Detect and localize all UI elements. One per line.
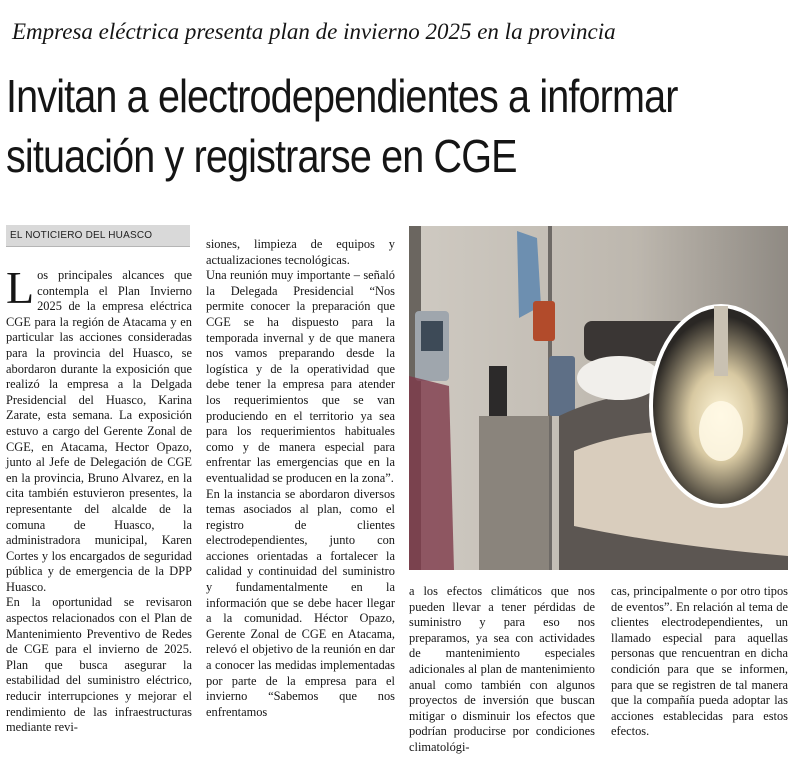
source-label: EL NOTICIERO DEL HUASCO xyxy=(6,225,190,247)
bottle-icon xyxy=(489,366,507,416)
monitor-screen xyxy=(421,321,443,351)
drop-cap: L xyxy=(6,262,35,313)
hospital-room-illustration xyxy=(409,226,788,570)
pump-icon xyxy=(549,356,575,416)
paragraph: siones, limpieza de equipos y actualizaciones tecnológicas. xyxy=(206,237,395,267)
light-bulb-icon xyxy=(699,401,743,461)
headline-line-2: situación y registrarse en CGE xyxy=(6,130,517,182)
article-headline xyxy=(6,66,797,186)
chair xyxy=(409,376,454,570)
paragraph: cas, principalmente o por otro tipos de eventos”. En relación al tema de clientes electrodependientes, un llamado especial para aquellas personas que rencuentran en dicha condición para que se informen, para que se registren de tal manera que la compañía pueda adoptar las acciones establecidas para estos efectos. xyxy=(611,584,788,739)
pillow xyxy=(577,356,661,400)
bulb-socket xyxy=(714,306,728,376)
paragraph: En la instancia se abordaron diversos temas asociados al plan, como el registro de clientes electrodependientes, junto con acciones orientadas a fortalecer la calidad y continuidad del suministro y fundamentalmente en la información que se debe hacer llegar a la comunidad. Héctor Opazo, Gerente Zonal de CGE en Atacama, relevó el objetivo de la reunión en dar a conocer las medidas implementadas por parte de la empresa para el invierno “Sabemos que nos enfrentamos xyxy=(206,486,395,719)
article-column-4 xyxy=(611,584,788,740)
article-column-3 xyxy=(409,584,595,756)
headline-line-1: Invitan a electrodependientes a informar xyxy=(6,70,678,122)
article-column-2 xyxy=(206,237,395,720)
article-column-1 xyxy=(6,262,192,736)
bedside-table xyxy=(479,416,549,570)
paragraph: a los efectos climáticos que nos pueden llevar a tener pérdidas de suministro y para eso nos preparamos, ya sea con actividades de mantenimiento especiales adicionales al plan de mantenimiento anual como también con algunos proyectos de inversión que buscan mitigar o disminuir los efectos que podrían producirse por condiciones climatológi- xyxy=(409,584,595,754)
paragraph xyxy=(6,262,192,595)
paragraph-text: os principales alcances que contempla el Plan Invierno 2025 de la empresa eléctrica CGE para la región de Atacama y en particular las acciones consideradas para la provincia del Huasco, se abordaron durante la exposición que realizó la empresa a la Delgada Presidencial del Huasco, Karina Zarate, esta semana. La exposición estuvo a cargo del Gerente Zonal de CGE, en Atacama, Hector Opazo, junto al Jefe de Delegación de CGE en la provincia, Bruno Alvarez, en la cita también estuvieron presentes, la representante del alcalde de la comuna de Huasco, la administradora municipal, Karen Cortes y los encargados de seguridad pública y de emergencia de la DPP Huasco. xyxy=(6,268,192,594)
paragraph: En la oportunidad se revisaron aspectos relacionados con el Plan de Mantenimiento Preventivo de Redes de CGE para el invierno de 2025. Plan que busca asegurar la estabilidad del suministro eléctrico, reducir interrupciones y mejorar el rendimiento de las infraestructuras mediante revi- xyxy=(6,595,192,735)
equipment-icon xyxy=(533,301,555,341)
article-photo xyxy=(409,226,788,570)
paragraph: Una reunión muy importante – señaló la Delegada Presidencial “Nos permite conocer la preparación que CGE se ha dispuesto para la temporada invernal y de que manera nos vamos preparando desde la logística y de la operatividad que debe tener la empresa para atender los requerimientos que se van produciendo en el territorio ya sea para los requerimientos habituales como y de manera especial para enfrentar las emergencias que en la eventualidad se producen en la zona”. xyxy=(206,268,395,485)
article-kicker: Empresa eléctrica presenta plan de invierno 2025 en la provincia xyxy=(12,19,616,44)
